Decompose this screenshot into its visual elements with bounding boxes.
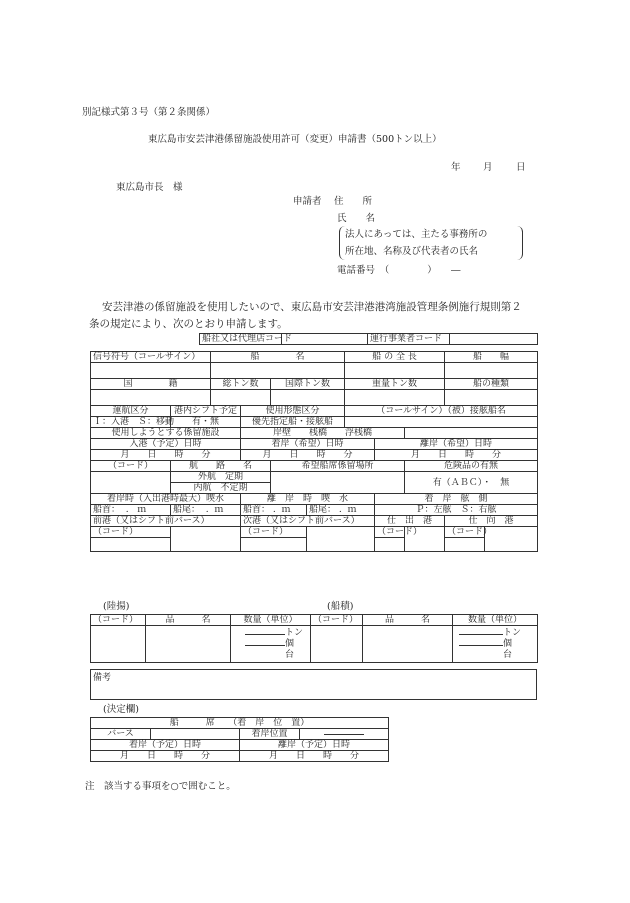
- name-label: 氏 名: [337, 213, 376, 224]
- unloading-label: (陸揚): [103, 601, 130, 612]
- nav-type-label: 運航区分: [91, 406, 171, 417]
- next-port-code-label: （コード）: [241, 527, 307, 538]
- remarks-table: [90, 669, 537, 700]
- agent-code-label: 船社又は代理店コード: [200, 334, 282, 345]
- origin-port-code-label: （コード）: [375, 527, 405, 538]
- dest-port-label: 仕 向 港: [445, 516, 538, 527]
- berth-time-field[interactable]: 月 日 時 分: [241, 450, 375, 461]
- departure-draft-label: 離 岸 時 喫 水: [241, 494, 375, 505]
- phone-label: 電話番号 （ ） ―: [337, 265, 461, 276]
- route-code-field[interactable]: [91, 472, 171, 494]
- decision-berth-position-field[interactable]: [300, 729, 389, 740]
- ship-width-field[interactable]: [445, 363, 538, 379]
- decision-berth-time-label: 着岸（予定）日時: [91, 740, 240, 751]
- corporate-note-line-2: 所在地、名称及び代表者の氏名: [345, 246, 479, 257]
- departure-time-label: 離岸（希望）日時: [375, 439, 538, 450]
- ship-type-field[interactable]: [445, 390, 538, 406]
- unload-code-col: （コード）: [91, 615, 146, 626]
- departure-bow-draft-field[interactable]: [241, 505, 307, 516]
- berth-stern-draft-field[interactable]: [171, 505, 241, 516]
- date-year-label: 年: [451, 162, 461, 173]
- decision-berth-header: 船 席 （着 岸 位 置）: [91, 718, 389, 729]
- origin-port-label: 仕 出 港: [375, 516, 445, 527]
- unload-qty-col: 数量（単位）: [231, 615, 311, 626]
- origin-port-code-field[interactable]: [375, 538, 405, 552]
- route-domestic-options[interactable]: 内航 不定期: [171, 483, 271, 494]
- gross-tonnage-field[interactable]: [211, 390, 271, 406]
- next-port-name-field[interactable]: [307, 527, 375, 552]
- ship-length-field[interactable]: [345, 363, 445, 379]
- ship-width-label: 船 幅: [445, 352, 538, 363]
- berth-draft-label: 着岸時（入出港時最大）喫水: [91, 494, 241, 505]
- facility-blank: [405, 428, 538, 439]
- departure-time-field[interactable]: 月 日 時 分: [375, 450, 538, 461]
- entry-time-label: 入港（予定）日時: [91, 439, 241, 450]
- bow-label: 船首：: [243, 505, 271, 515]
- load-qty-field[interactable]: [453, 626, 538, 663]
- agent-code-table: [199, 333, 538, 345]
- berth-bow-draft-field[interactable]: [91, 505, 171, 516]
- form-number: 別記様式第３号（第２条関係）: [82, 107, 216, 118]
- weight-tonnage-field[interactable]: [345, 390, 445, 406]
- berth-side-options[interactable]: Ｐ：左舷 Ｓ：右舷: [375, 505, 538, 516]
- decision-berth-name-label: バース: [91, 729, 151, 740]
- main-form-table: [90, 351, 538, 552]
- remarks-label: 備考: [93, 673, 112, 683]
- load-item-field[interactable]: [363, 626, 453, 663]
- decision-departure-time-field[interactable]: 月 日 時 分: [240, 751, 389, 762]
- date-day-label: 日: [516, 162, 526, 173]
- decision-berth-time-field[interactable]: 月 日 時 分: [91, 751, 240, 762]
- form-title: 東広島市安芸津港係留施設使用許可（変更）申請書（500トン以上）: [148, 134, 442, 145]
- prev-port-code-field[interactable]: [91, 538, 171, 552]
- unit-vehicle: 台: [285, 649, 295, 660]
- dest-port-name-field[interactable]: [485, 527, 538, 552]
- decision-departure-time-label: 離岸（予定）日時: [240, 740, 389, 751]
- nationality-label: 国 籍: [91, 379, 211, 390]
- hazmat-label: 危険品の有無: [405, 461, 538, 472]
- intl-tonnage-label: 国際トン数: [271, 379, 345, 390]
- decimal-point: .: [272, 505, 276, 515]
- ship-length-label: 船 の 全 長: [345, 352, 445, 363]
- cargo-table: [90, 614, 538, 663]
- usage-type-options[interactable]: 優先指定船・接舷船: [241, 417, 345, 428]
- stern-label: 船尾：: [173, 505, 201, 515]
- load-item-col: 品 名: [363, 615, 453, 626]
- intl-tonnage-field[interactable]: [271, 390, 345, 406]
- unit-ton: トン: [285, 627, 304, 638]
- unit-ton: トン: [503, 627, 522, 638]
- facility-label: 使用しようとする係留施設: [91, 428, 241, 439]
- date-month-label: 月: [483, 162, 493, 173]
- request-text-line-2: 条の規定により、次のとおり申請します。: [89, 318, 288, 330]
- desired-berth-field[interactable]: [271, 472, 405, 494]
- dest-port-code-field[interactable]: [445, 538, 485, 552]
- remarks-field[interactable]: [91, 670, 537, 700]
- load-code-field[interactable]: [311, 626, 363, 663]
- ship-type-label: 船の種類: [445, 379, 538, 390]
- addressee: 東広島市長 様: [116, 182, 183, 193]
- next-port-code-field[interactable]: [241, 538, 307, 552]
- meter-unit: ｍ: [137, 505, 147, 515]
- prev-port-label: 前港（又はシフト前バース）: [91, 516, 241, 527]
- request-text-line-1: 安芸津港の係留施設を使用したいので、東広島市安芸津港港湾施設管理条例施行規則第２: [102, 301, 522, 313]
- next-port-label: 次港（又はシフト前バース）: [241, 516, 375, 527]
- decimal-point: .: [205, 505, 209, 515]
- prev-port-name-field[interactable]: [171, 527, 241, 552]
- berth-time-label: 着岸（希望）日時: [241, 439, 375, 450]
- unload-qty-field[interactable]: [231, 626, 311, 663]
- address-label: 住 所: [334, 196, 373, 207]
- usage-type-label: 使用形態区分: [241, 406, 345, 417]
- decimal-point: .: [125, 505, 129, 515]
- dest-port-code-label: （コード）: [445, 527, 485, 538]
- route-name-label: 航 路 名: [171, 461, 271, 472]
- call-sign-field[interactable]: [91, 363, 211, 379]
- entry-time-field[interactable]: 月 日 時 分: [91, 450, 241, 461]
- port-shift-label: 港内シフト予定: [171, 406, 241, 417]
- unload-item-field[interactable]: [146, 626, 231, 663]
- decision-table: [90, 717, 389, 762]
- decision-berth-position-label: 着岸位置: [240, 729, 300, 740]
- gross-tonnage-label: 総トン数: [211, 379, 271, 390]
- unit-piece: 個: [503, 638, 513, 649]
- port-shift-options[interactable]: 有・無: [171, 417, 241, 428]
- unload-code-field[interactable]: [91, 626, 146, 663]
- nav-type-options[interactable]: Ｉ：入港 Ｓ：移動: [91, 417, 171, 428]
- contact-ship-label: （コールサイン）（被）接舷船名: [345, 406, 538, 417]
- route-code-label: （コード）: [91, 461, 171, 472]
- berth-side-label: 着 岸 舷 側: [375, 494, 538, 505]
- ship-name-field[interactable]: [211, 363, 345, 379]
- meter-unit: ｍ: [214, 505, 224, 515]
- unload-item-col: 品 名: [146, 615, 231, 626]
- prev-port-code-label: （コード）: [91, 527, 171, 538]
- hazmat-options[interactable]: 有（ＡＢＣ）・ 無: [405, 472, 538, 494]
- load-code-col: （コード）: [311, 615, 363, 626]
- footnote: 注 該当する事項を○で囲むこと。: [85, 781, 236, 792]
- meter-unit: ｍ: [281, 505, 291, 515]
- corporate-note-line-1: 法人にあっては、主たる事務所の: [345, 229, 488, 240]
- contact-ship-field[interactable]: [345, 417, 538, 428]
- decision-label: (決定欄): [103, 704, 139, 715]
- route-foreign-options[interactable]: 外航 定期: [171, 472, 271, 483]
- loading-label: (船積): [327, 601, 354, 612]
- nationality-field[interactable]: [91, 390, 211, 406]
- decision-berth-name-field[interactable]: [151, 729, 240, 740]
- decimal-point: .: [338, 505, 342, 515]
- facility-options[interactable]: 岸壁 桟橋 浮桟橋: [241, 428, 405, 439]
- operator-code-label: 運行事業者コード: [368, 334, 450, 345]
- operator-code-field[interactable]: [450, 334, 538, 345]
- desired-berth-label: 希望船席係留場所: [271, 461, 405, 472]
- agent-code-field[interactable]: [282, 334, 368, 345]
- weight-tonnage-label: 重量トン数: [345, 379, 445, 390]
- unit-piece: 個: [285, 638, 295, 649]
- load-qty-col: 数量（単位）: [453, 615, 538, 626]
- stern-label: 船尾：: [309, 505, 337, 515]
- ship-name-label: 船 名: [211, 352, 345, 363]
- applicant-label: 申請者: [293, 196, 322, 207]
- departure-stern-draft-field[interactable]: [307, 505, 375, 516]
- call-sign-label: 信号符号（コールサイン）: [91, 352, 211, 363]
- bow-label: 船首：: [93, 505, 121, 515]
- unit-vehicle: 台: [503, 649, 513, 660]
- meter-unit: ｍ: [347, 505, 357, 515]
